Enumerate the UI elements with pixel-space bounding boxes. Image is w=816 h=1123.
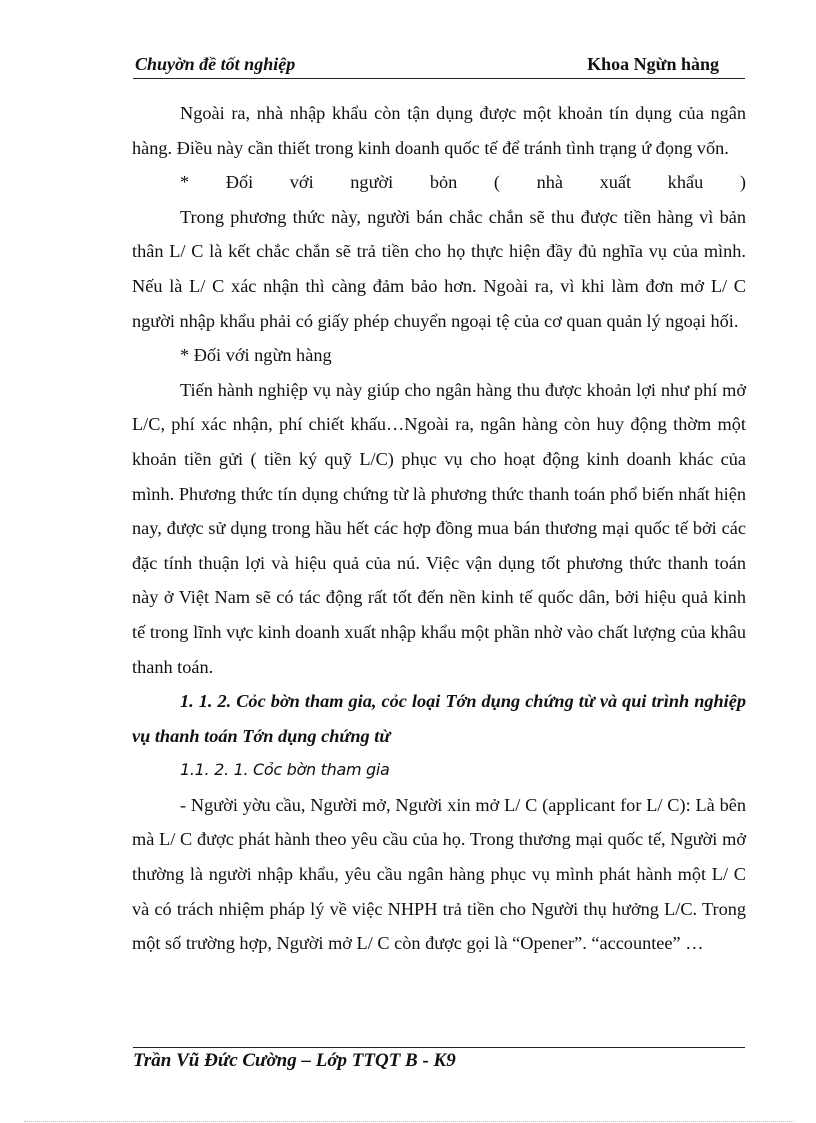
paragraph-seller: Trong phương thức này, người bán chắc chắn sẽ thu được tiền hàng vì bản thân L/ C là kết chắc chắn sẽ trả tiền cho họ thực hiện đầy đủ nghĩa vụ của mình. Nếu là L/ C xác nhận thì càng đảm bảo hơn. Ngoài ra, vì khi làm đơn mở L/ C người nhập khẩu phải có giấy phép chuyển ngoại tệ của cơ quan quản lý ngoại hối. [132,206,746,331]
subheading-bank: * Đối với ngừn hàng [180,345,332,366]
subheading-seller [132,165,746,200]
header-left-title: Chuyờn đề tốt nghiệp [135,54,296,74]
page-footer [133,1047,745,1072]
seller-word: với [289,172,314,193]
seller-word: Đối [225,172,254,193]
subsection-heading: 1.1. 2. 1. Cỏc bờn tham gia [180,760,390,780]
paragraph-importer-credit: Ngoài ra, nhà nhập khẩu còn tận dụng được một khoản tín dụng của ngân hàng. Điều này cần thiết trong kinh doanh quốc tế để tránh tình trạng ứ đọng vốn. [132,103,746,158]
header-right-title: Khoa Ngừn hàng [587,54,719,74]
paragraph-bank: Tiến hành nghiệp vụ này giúp cho ngân hàng thu được khoản lợi như phí mở L/C, phí xác nhận, phí chiết khấu…Ngoài ra, ngân hàng còn huy động thờm một khoản tiền gửi ( tiền ký quỹ L/C) phục vụ cho hoạt động kinh doanh khác của mình. Phương thức tín dụng chứng từ là phương thức thanh toán phổ biến nhất hiện nay, được sử dụng trong hầu hết các hợp đồng mua bán thương mại quốc tế bởi các đặc tính thuận lợi và hiệu quả của nú. Việc vận dụng tốt phương thức thanh toán này ở Việt Nam sẽ có tác động rất tốt đến nền kinh tế quốc dân, bởi hiệu quả kinh tế trong lĩnh vực kinh doanh xuất nhập khẩu một phần nhờ vào chất lượng của khâu thanh toán. [132,379,746,677]
footer-author: Trần Vũ Đức Cường – Lớp TTQT B - K9 [133,1050,456,1071]
paragraph-applicant: - Người yờu cầu, Người mở, Người xin mở L/ C (applicant for L/ C): Là bên mà L/ C được phát hành theo yêu cầu của họ. Trong thương mại quốc tế, Người mở thường là người nhập khẩu, yêu cầu ngân hàng phục vụ mình phát hành một L/ C và có trách nhiệm pháp lý về việc NHPH trả tiền cho Người thụ hưởng L/C. Trong một số trường hợp, Người mở L/ C còn được gọi là “Opener”. “accountee” … [132,794,746,954]
seller-word: ) [739,172,746,193]
page-header [133,52,745,79]
seller-word: * [180,172,190,193]
seller-word: người [350,172,394,193]
seller-word: khẩu [667,172,704,193]
page-bottom-divider [24,1121,794,1122]
seller-word: ( [493,172,500,193]
document-body [132,96,746,961]
seller-word: nhà [536,172,563,193]
seller-word: xuất [599,172,632,193]
section-heading: 1. 1. 2. Cỏc bờn tham gia, cỏc loại Tớn dụng chứng từ và qui trình nghiệp vụ thanh toán Tớn dụng chứng từ [132,691,746,746]
seller-word: bỏn [429,172,458,193]
